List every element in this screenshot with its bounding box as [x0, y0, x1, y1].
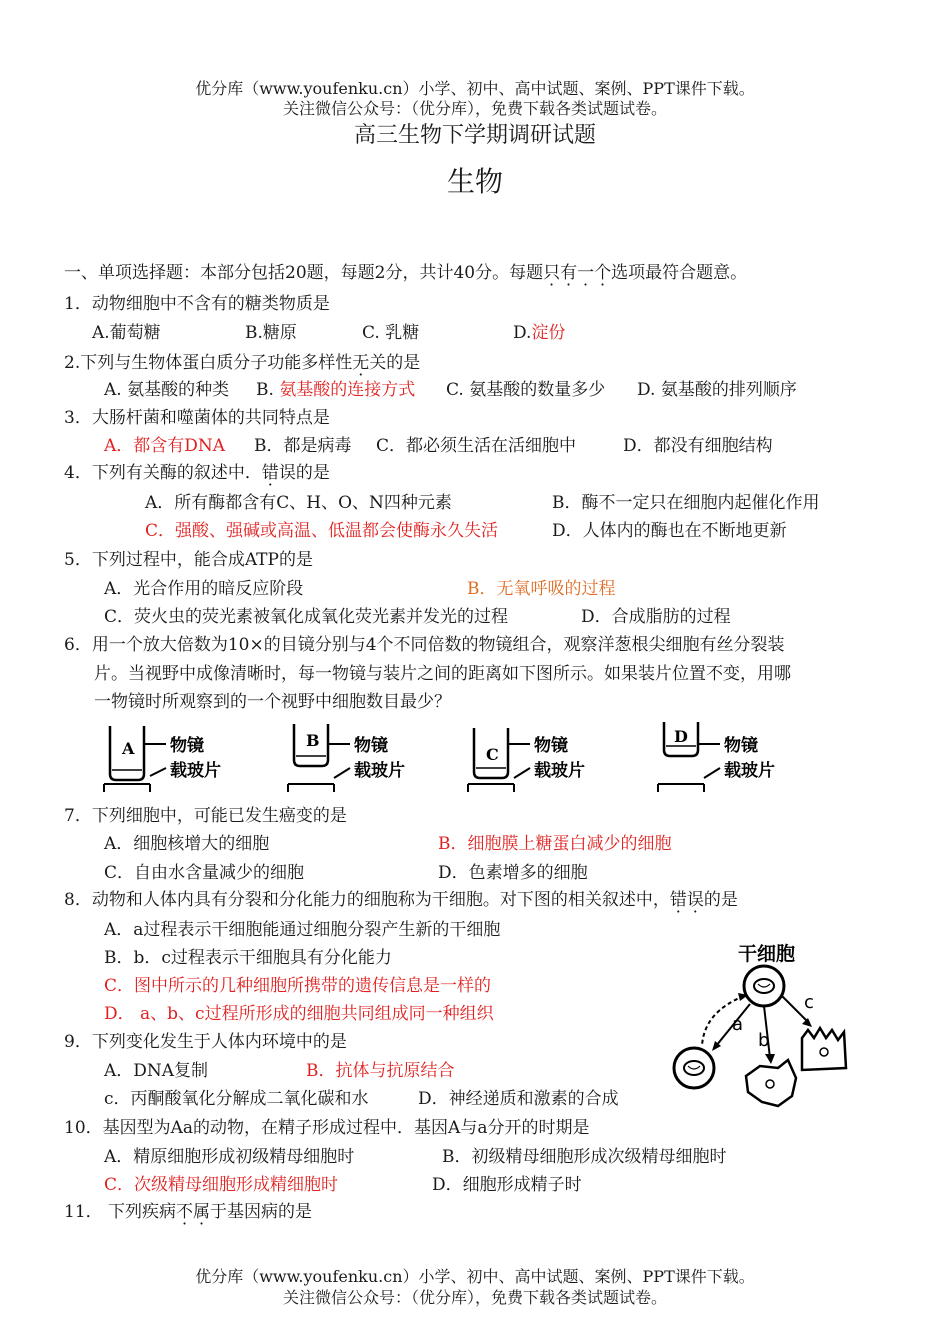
q9-option-a: A．DNA复制: [104, 1061, 209, 1081]
q3-option-b: B．都是病毒: [254, 436, 352, 456]
objective-figure-c: [462, 720, 622, 795]
page-title: 高三生物下学期调研试题: [353, 123, 596, 148]
q3-option-c: C．都必须生活在活细胞中: [376, 436, 577, 456]
q3-stem: 3．大肠杆菌和噬菌体的共同特点是: [64, 408, 330, 428]
q6-line-1: 6．用一个放大倍数为10×的目镜分别与4个不同倍数的物镜组合，观察洋葱根尖细胞有丝分裂装: [64, 635, 785, 655]
objective-figure-d: [652, 720, 812, 795]
slide-label: 载玻片: [354, 761, 405, 781]
q4-option-d: D．人体内的酶也在不断地更新: [552, 521, 787, 541]
q7-option-a: A．细胞核增大的细胞: [104, 834, 270, 854]
q7-option-b: B．细胞膜上糖蛋白减少的细胞: [438, 834, 672, 854]
q7-option-c: C．自由水含量减少的细胞: [104, 863, 305, 883]
q2-option-d: D. 氨基酸的排列顺序: [637, 380, 797, 400]
q10-option-c: C．次级精母细胞形成精细胞时: [104, 1175, 339, 1195]
arrow-c-label: c: [804, 992, 814, 1013]
stem-cell-title: 干细胞: [738, 943, 796, 965]
q1-option-b: B.糖原: [245, 323, 297, 343]
q1-option-c: C. 乳糖: [362, 323, 420, 343]
q4-option-c: C．强酸、强碱或高温、低温都会使酶永久失活: [145, 521, 499, 541]
q7-stem: 7．下列细胞中，可能已发生癌变的是: [64, 806, 347, 826]
arrow-b-label: b: [758, 1030, 770, 1051]
q8-option-b: B．b．c过程表示干细胞具有分化能力: [104, 948, 392, 968]
q7-option-d: D．色素增多的细胞: [438, 863, 588, 883]
stem-cell-diagram: [668, 938, 868, 1118]
q9-option-d: D．神经递质和激素的合成: [418, 1089, 619, 1109]
q3-option-d: D．都没有细胞结构: [623, 436, 773, 456]
q5-option-d: D．合成脂肪的过程: [581, 607, 731, 627]
q2-option-a: A. 氨基酸的种类: [104, 380, 230, 400]
q5-option-c: C．荧火虫的荧光素被氧化成氧化荧光素并发光的过程: [104, 607, 509, 627]
q4-option-b: B．酶不一定只在细胞内起催化作用: [552, 493, 820, 513]
objective-figure-a: [98, 720, 258, 795]
q6-line-3: 一物镜时所观察到的一个视野中细胞数目最少？: [94, 692, 451, 712]
footer-line-1: 优分库（www.youfenku.cn）小学、初中、高中试题、案例、PPT课件下载。: [195, 1267, 755, 1286]
objective-letter: C: [486, 745, 499, 764]
arrow-a-label: a: [732, 1014, 744, 1035]
q5-option-a: A．光合作用的暗反应阶段: [104, 579, 304, 599]
q9-option-c: c．丙酮酸氧化分解成二氧化碳和水: [104, 1089, 369, 1109]
objective-label: 物镜: [170, 736, 204, 756]
q8-option-d: D． a、b、c过程所形成的细胞共同组成同一种组织: [104, 1004, 494, 1024]
q4-option-a: A．所有酶都含有C、H、O、N四种元素: [145, 493, 452, 513]
section-instructions: 一、单项选择题：本部分包括20题，每题2分，共计40分。每题只有一个选项最符合题意。: [64, 263, 748, 283]
q3-option-a: A．都含有DNA: [104, 436, 226, 456]
objective-label: 物镜: [354, 736, 388, 756]
objective-label: 物镜: [724, 736, 758, 756]
q10-stem: 10．基因型为Aa的动物，在精子形成过程中．基因A与a分开的时期是: [64, 1118, 590, 1138]
objective-letter: A: [122, 739, 135, 758]
q6-line-2: 片。当视野中成像清晰时，每一物镜与装片之间的距离如下图所示。如果装片位置不变，用哪: [94, 664, 791, 684]
q10-option-a: A．精原细胞形成初级精母细胞时: [104, 1147, 355, 1167]
q5-stem: 5．下列过程中，能合成ATP的是: [64, 550, 313, 570]
q10-option-d: D．细胞形成精子时: [432, 1175, 582, 1195]
objective-label: 物镜: [534, 736, 568, 756]
q8-option-c: C．图中所示的几种细胞所携带的遗传信息是一样的: [104, 976, 492, 996]
q2-stem: 2.下列与生物体蛋白质分子功能多样性无关的是: [64, 353, 421, 373]
footer-line-2: 关注微信公众号：（优分库），免费下载各类试题试卷。: [282, 1288, 667, 1307]
objective-letter: B: [306, 731, 320, 750]
q2-option-c: C. 氨基酸的数量多少: [446, 380, 606, 400]
slide-label: 载玻片: [534, 761, 585, 781]
subject-title: 生物: [446, 165, 503, 198]
q8-stem: 8．动物和人体内具有分裂和分化能力的细胞称为干细胞。对下图的相关叙述中，错误的是: [64, 890, 738, 910]
q8-option-a: A．a过程表示干细胞能通过细胞分裂产生新的干细胞: [104, 920, 501, 940]
q1-stem: 1．动物细胞中不含有的糖类物质是: [64, 294, 330, 314]
q2-option-b: B. 氨基酸的连接方式: [256, 380, 416, 400]
q10-option-b: B．初级精母细胞形成次级精母细胞时: [442, 1147, 727, 1167]
q4-stem: 4．下列有关酶的叙述中．错误的是: [64, 463, 330, 483]
slide-label: 载玻片: [724, 761, 775, 781]
header-line-1: 优分库（www.youfenku.cn）小学、初中、高中试题、案例、PPT课件下载。: [195, 79, 755, 98]
q9-stem: 9．下列变化发生于人体内环境中的是: [64, 1032, 347, 1052]
objective-figure-b: [282, 720, 442, 795]
q1-option-d: D.淀份: [513, 323, 566, 343]
q1-option-a: A.葡萄糖: [92, 323, 161, 343]
objective-letter: D: [674, 727, 688, 746]
slide-label: 载玻片: [170, 761, 221, 781]
q9-option-b: B．抗体与抗原结合: [306, 1061, 455, 1081]
header-line-2: 关注微信公众号：（优分库），免费下载各类试题试卷。: [282, 99, 667, 118]
q5-option-b: B．无氧呼吸的过程: [467, 579, 616, 599]
q11-stem: 11． 下列疾病不属于基因病的是: [64, 1202, 313, 1222]
